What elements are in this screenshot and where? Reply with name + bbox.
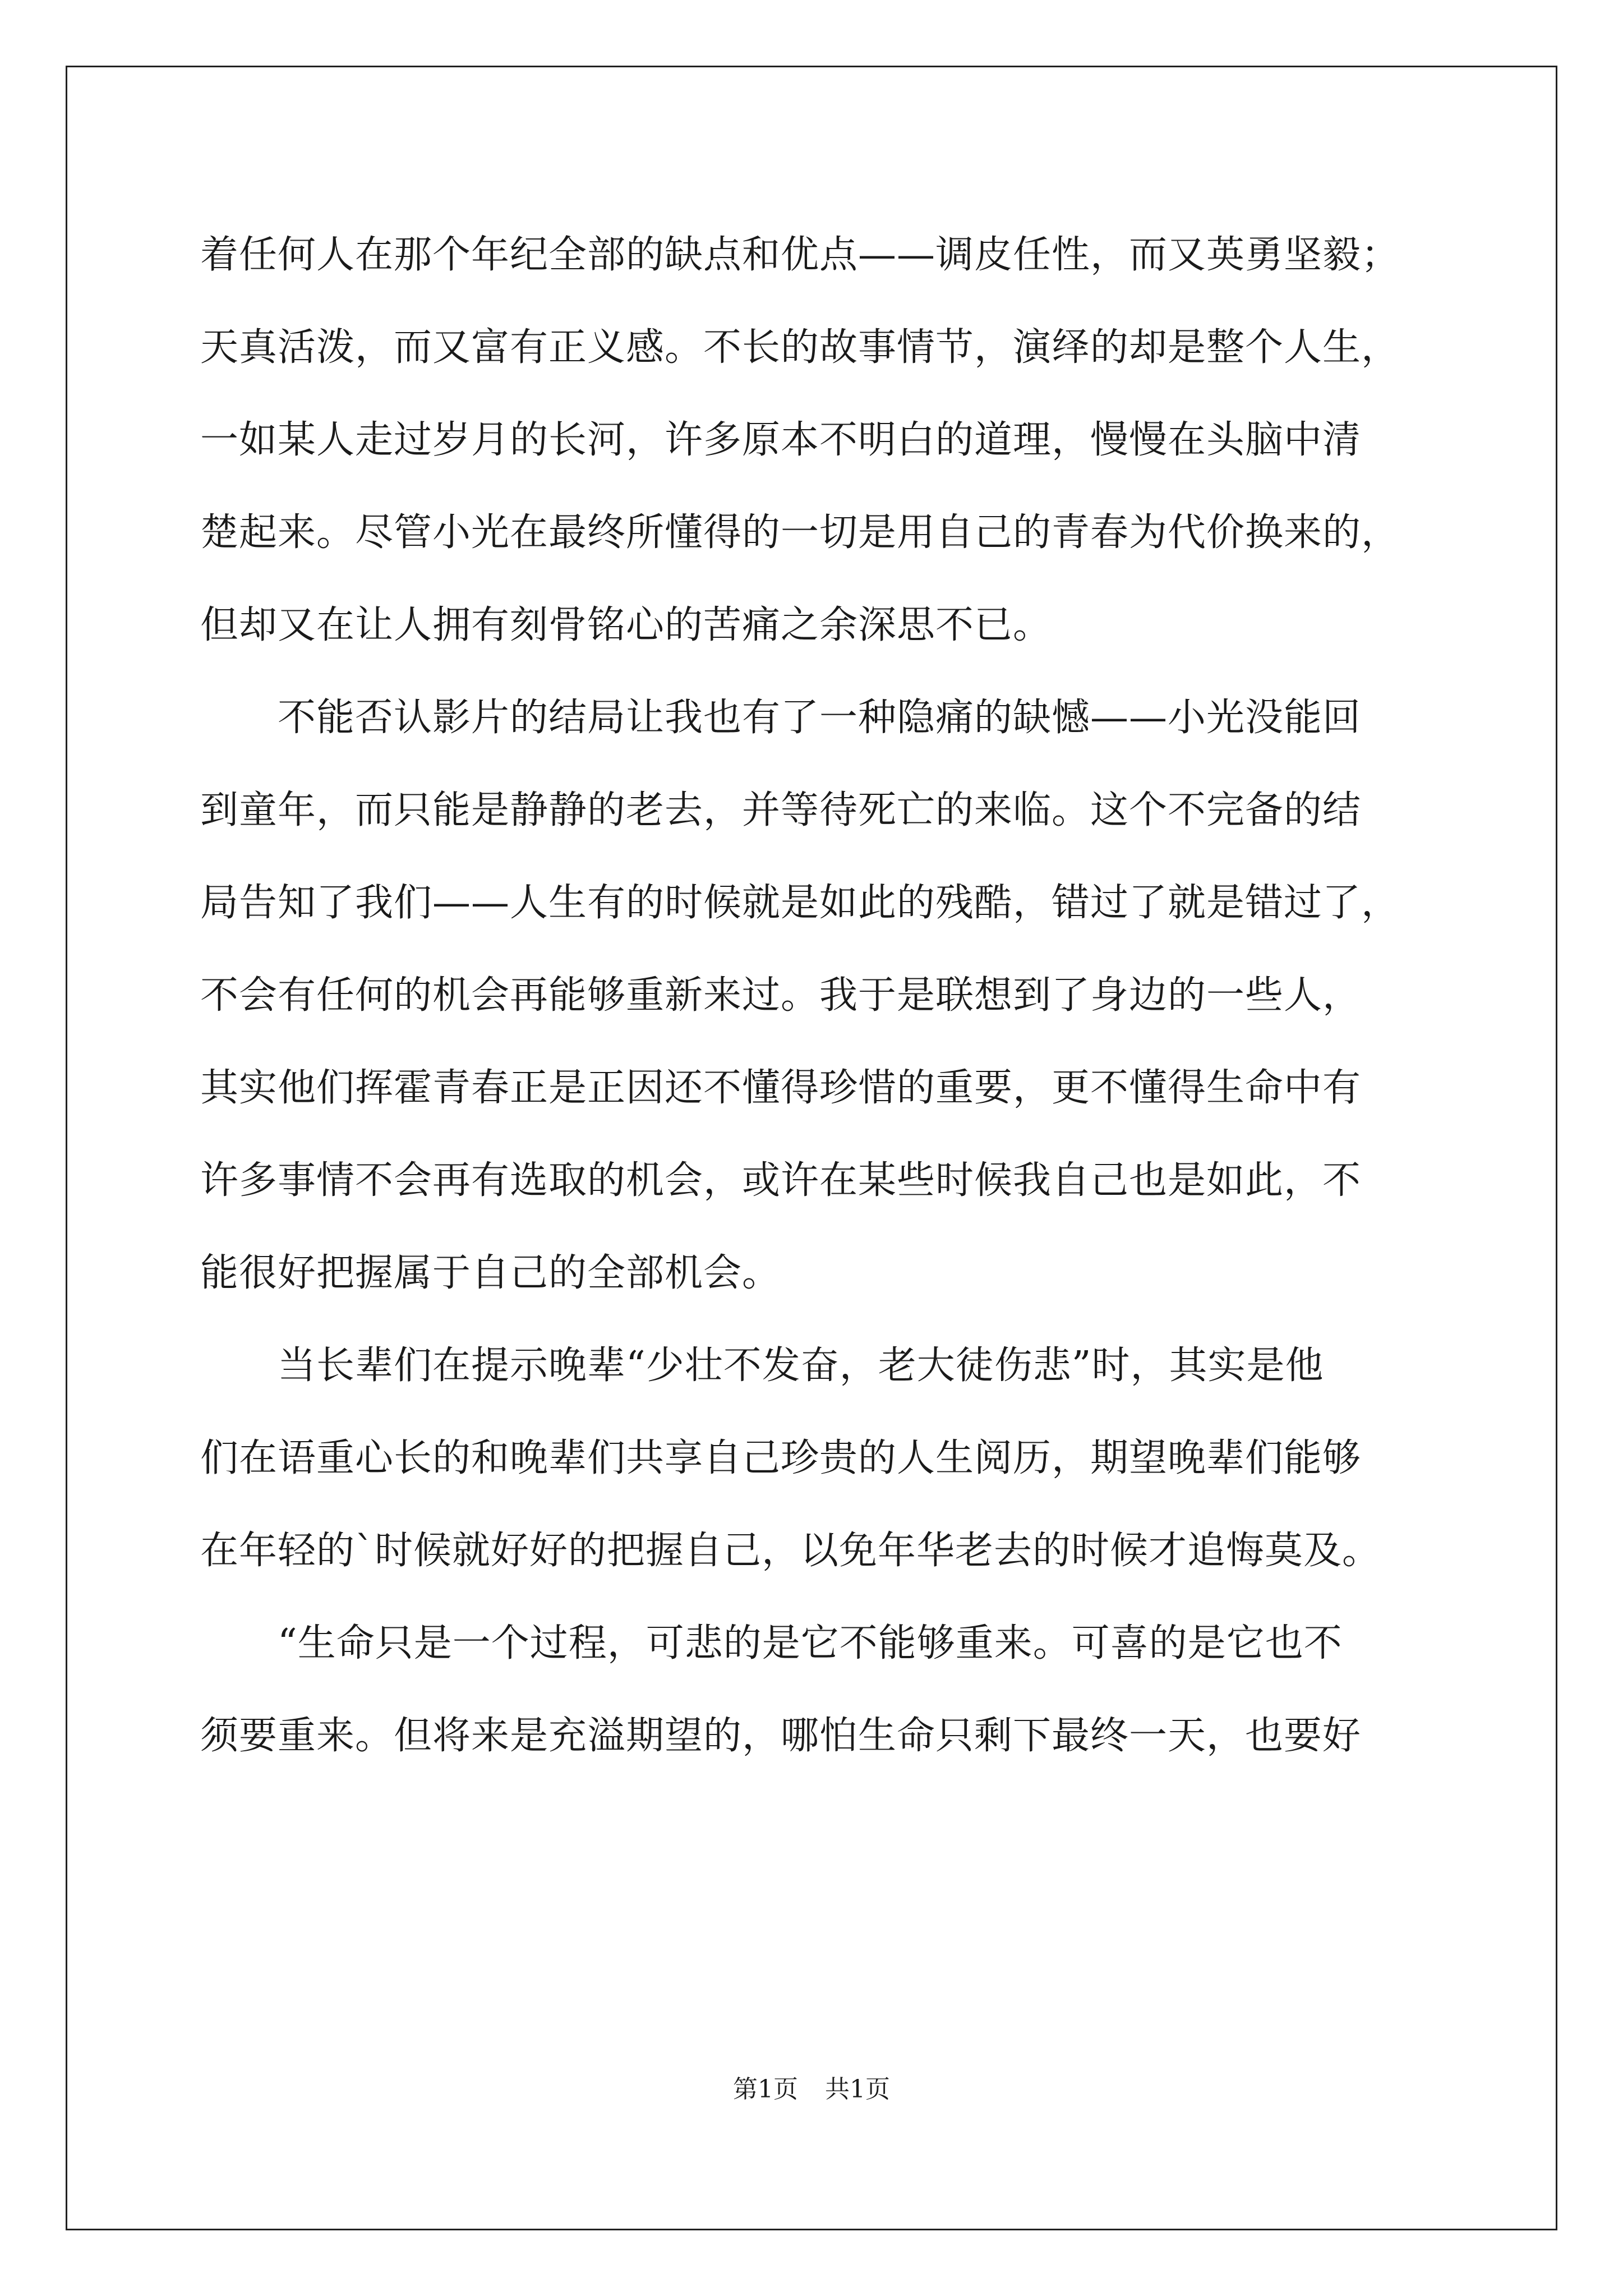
text-line: 楚起来。尽管小光在最终所懂得的一切是用自己的青春为代价换来的， (200, 510, 1400, 555)
text-line: 天真活泼，而又富有正义感。不长的故事情节，演绎的却是整个人生， (200, 325, 1400, 370)
text-line: 局告知了我们——人生有的时候就是如此的残酷，错过了就是错过了， (200, 881, 1400, 925)
text-line: “生命只是一个过程，可悲的是它不能够重来。可喜的是它也不 (200, 1621, 1343, 1665)
text-line: 其实他们挥霍青春正是正因还不懂得珍惜的重要，更不懂得生命中有 (200, 1066, 1362, 1110)
text-line: 须要重来。但将来是充溢期望的，哪怕生命只剩下最终一天，也要好 (200, 1714, 1362, 1758)
text-line: 不能否认影片的结局让我也有了一种隐痛的缺憾——小光没能回 (200, 696, 1362, 740)
text-line: 当长辈们在提示晚辈“少壮不发奋，老大徒伤悲”时，其实是他 (200, 1343, 1324, 1388)
page-number: 第1页 (733, 2075, 798, 2104)
text-line: 到童年，而只能是静静的老去，并等待死亡的来临。这个不完备的结 (200, 788, 1362, 832)
page-total: 共1页 (825, 2075, 890, 2104)
text-line: 在年轻的`时候就好好的把握自己，以免年华老去的时候才追悔莫及。 (200, 1529, 1381, 1573)
text-line: 但却又在让人拥有刻骨铭心的苦痛之余深思不已。 (200, 603, 1052, 647)
text-line: 不会有任何的机会再能够重新来过。我于是联想到了身边的一些人， (200, 973, 1362, 1018)
text-line: 许多事情不会再有选取的机会，或许在某些时候我自己也是如此，不 (200, 1158, 1362, 1203)
text-line: 能很好把握属于自己的全部机会。 (200, 1251, 781, 1295)
page-footer (0, 2073, 1623, 2106)
text-line: 们在语重心长的和晚辈们共享自己珍贵的人生阅历，期望晚辈们能够 (200, 1436, 1362, 1480)
text-line: 着任何人在那个年纪全部的缺点和优点——调皮任性，而又英勇坚毅； (200, 233, 1400, 277)
text-line: 一如某人走过岁月的长河，许多原本不明白的道理，慢慢在头脑中清 (200, 418, 1362, 462)
